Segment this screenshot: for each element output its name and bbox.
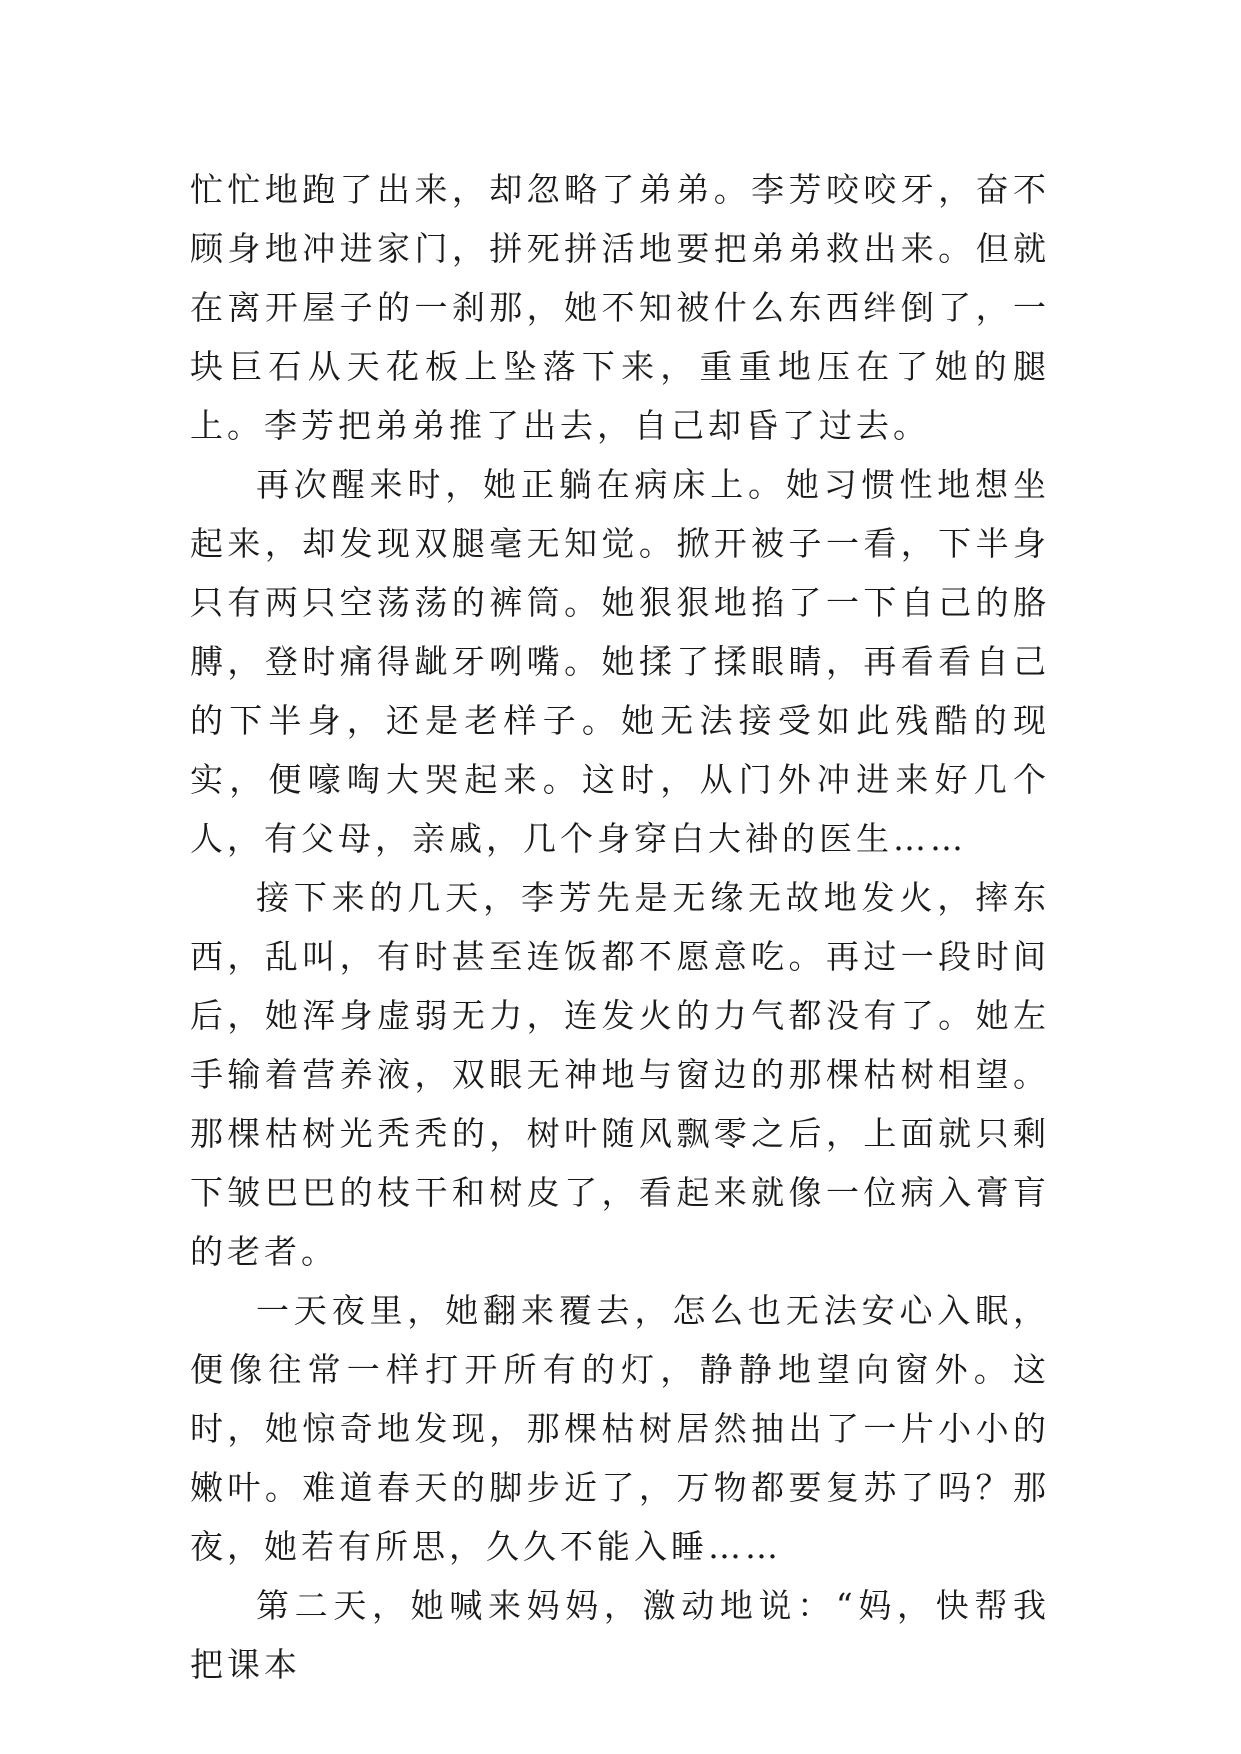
paragraph: 接下来的几天，李芳先是无缘无故地发火，摔东西，乱叫，有时甚至连饭都不愿意吃。再过一段时间后，她浑身虚弱无力，连发火的力气都没有了。她左手输着营养液，双眼无神地与窗边的那棵枯树相望。那棵枯树光秃秃的，树叶随风飘零之后，上面就只剩下皱巴巴的枝干和树皮了，看起来就像一位病入膏肓的老者。 — [190, 878, 1050, 1271]
paragraph: 再次醒来时，她正躺在病床上。她习惯性地想坐起来，却发现双腿毫无知觉。掀开被子一看，下半身只有两只空荡荡的裤筒。她狠狠地掐了一下自己的胳膊，登时痛得龇牙咧嘴。她揉了揉眼睛，再看看自己的下半身，还是老样子。她无法接受如此残酷的现实，便嚎啕大哭起来。这时，从门外冲进来好几个人，有父母，亲戚，几个身穿白大褂的医生…… — [190, 465, 1050, 858]
paragraph: 一天夜里，她翻来覆去，怎么也无法安心入眠，便像往常一样打开所有的灯，静静地望向窗外。这时，她惊奇地发现，那棵枯树居然抽出了一片小小的嫩叶。难道春天的脚步近了，万物都要复苏了吗？那夜，她若有所思，久久不能入睡…… — [190, 1291, 1050, 1566]
paragraph: 第二天，她喊来妈妈，激动地说：“妈，快帮我把课本 — [190, 1586, 1050, 1684]
article-body — [190, 160, 1050, 1694]
paragraph: 忙忙地跑了出来，却忽略了弟弟。李芳咬咬牙，奋不顾身地冲进家门，拼死拼活地要把弟弟救出来。但就在离开屋子的一刹那，她不知被什么东西绊倒了，一块巨石从天花板上坠落下来，重重地压在了她的腿上。李芳把弟弟推了出去，自己却昏了过去。 — [190, 170, 1050, 445]
